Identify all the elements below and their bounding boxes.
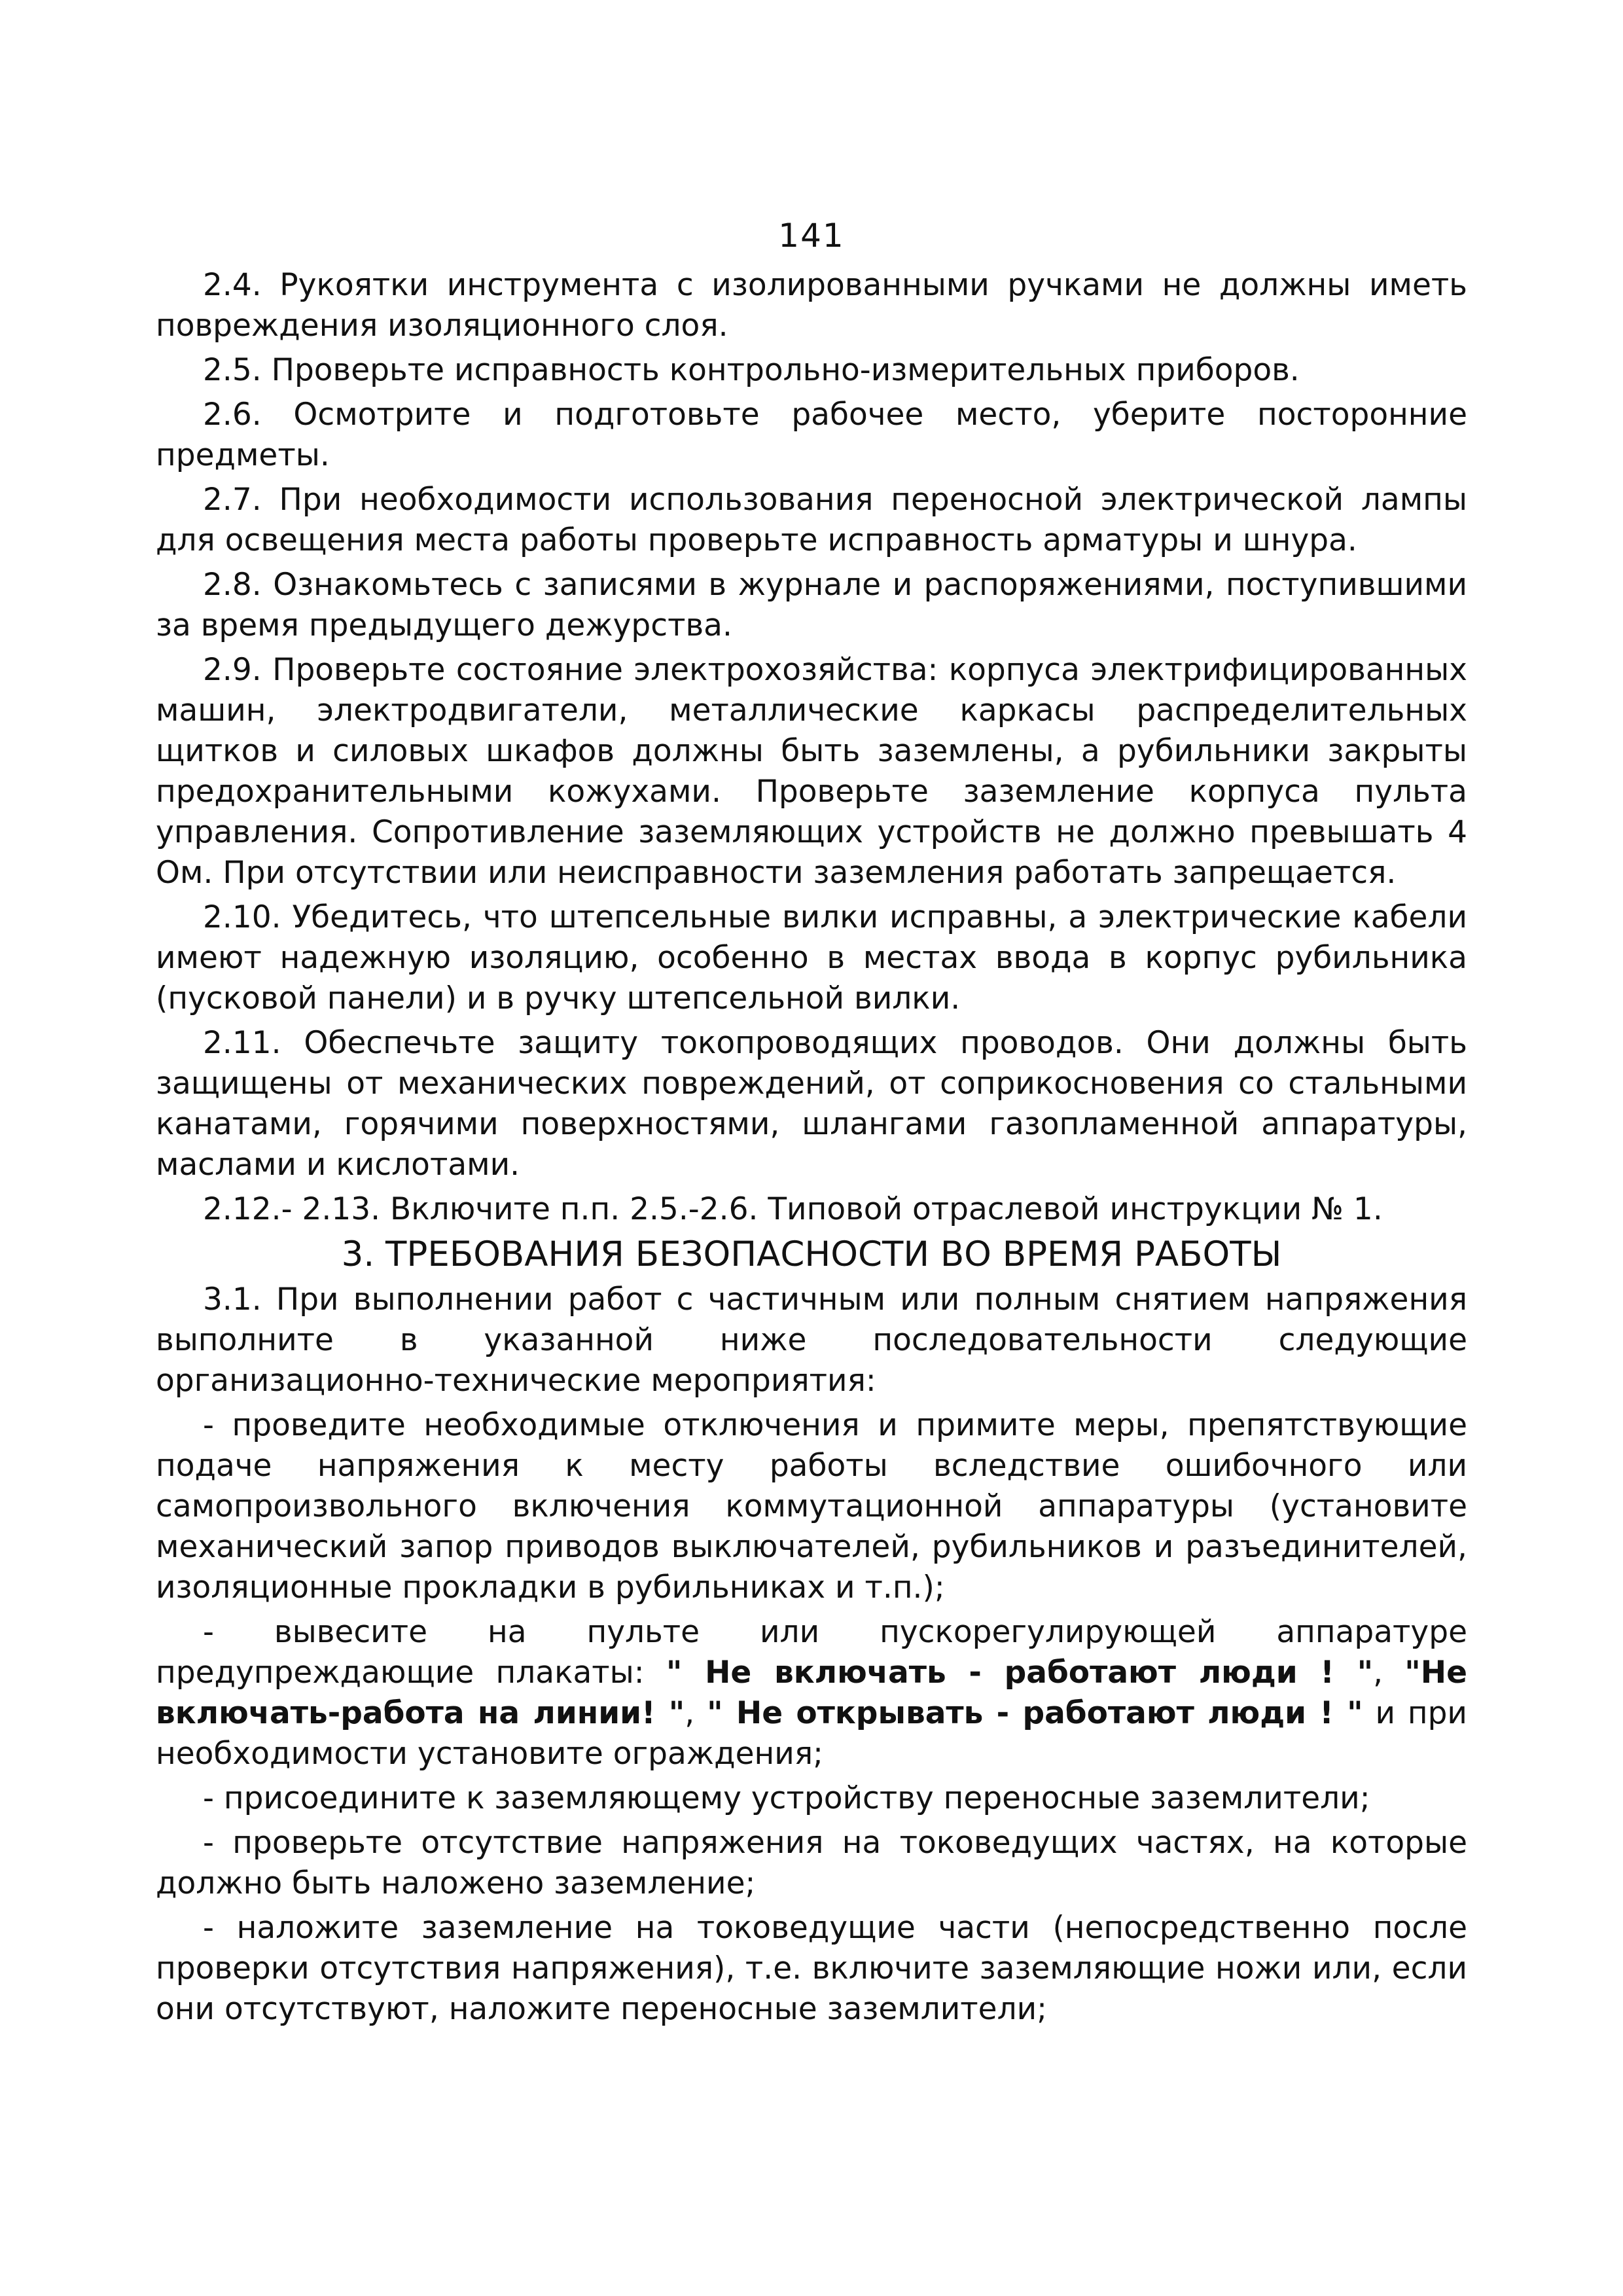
- warning-sign-1: " Не включать - работают люди ! ": [666, 1655, 1374, 1691]
- warning-sign-3: " Не открывать - работают люди ! ": [707, 1695, 1363, 1731]
- list-item-attach-grounding: - присоедините к заземляющему устройству переносные заземлители;: [203, 1780, 1370, 1816]
- paragraph-2-7: 2.7. При необходимости использования переносной электрической лампы для освещения места работы проверьте исправность арматуры и шнура.: [156, 482, 1467, 558]
- paragraph-2-8: 2.8. Ознакомьтесь с записями в журнале и распоряжениями, поступившими за время предыдущего дежурства.: [156, 567, 1467, 643]
- list-item-check-voltage: - проверьте отсутствие напряжения на токоведущих частях, на которые должно быть наложено заземление;: [156, 1825, 1467, 1901]
- warning-sign-2: "Не включать-работа на линии! ": [156, 1655, 1467, 1731]
- warning-signs-suffix: и при необходимости установите ограждения;: [156, 1695, 1467, 1772]
- paragraph-2-10: 2.10. Убедитесь, что штепсельные вилки исправны, а электрические кабели имеют надежную изоляцию, особенно в местах ввода в корпус рубильника (пусковой панели) и в ручку штепсельной вилки.: [156, 899, 1467, 1016]
- list-item-warning-signs: [156, 1612, 1467, 1774]
- paragraph-3-1: 3.1. При выполнении работ с частичным или полным снятием напряжения выполните в указанной ниже последовательности следующие организационно-технические мероприятия:: [156, 1282, 1467, 1399]
- paragraph-2-9: 2.9. Проверьте состояние электрохозяйства: корпуса электрифицированных машин, электродвигатели, металлические каркасы распределительных щитков и силовых шкафов должны быть заземлены, а рубильники закрыты предохранительными кожухами. Проверьте заземление корпуса пульта управления. Сопротивление заземляющих устройств не должно превышать 4 Ом. При отсутствии или неисправности заземления работать запрещается.: [156, 652, 1467, 891]
- document-body: [156, 265, 1467, 2034]
- paragraph-2-4: 2.4. Рукоятки инструмента с изолированными ручками не должны иметь повреждения изоляционного слоя.: [156, 267, 1467, 344]
- paragraph-2-5: 2.5. Проверьте исправность контрольно-измерительных приборов.: [203, 352, 1300, 388]
- section-3-title: 3. ТРЕБОВАНИЯ БЕЗОПАСНОСТИ ВО ВРЕМЯ РАБОТЫ: [341, 1234, 1282, 1274]
- list-item-disconnect: - проведите необходимые отключения и примите меры, препятствующие подаче напряжения к месту работы вследствие ошибочного или самопроизвольного включения коммутационной аппаратуры (установите механический запор приводов выключателей, рубильников и разъединителей, изоляционные прокладки в рубильниках и т.п.);: [156, 1407, 1467, 1605]
- paragraph-2-6: 2.6. Осмотрите и подготовьте рабочее место, уберите посторонние предметы.: [156, 397, 1467, 473]
- warning-sign-separator-2: ,: [685, 1695, 707, 1731]
- paragraph-2-11: 2.11. Обеспечьте защиту токопроводящих проводов. Они должны быть защищены от механических повреждений, от соприкосновения со стальными канатами, горячими поверхностями, шлангами газопламенной аппаратуры, маслами и кислотами.: [156, 1025, 1467, 1183]
- warning-signs-prefix: - вывесите на пульте или пускорегулирующей аппаратуре предупреждающие плакаты:: [156, 1614, 1467, 1691]
- page-number: 141: [778, 217, 845, 255]
- list-item-apply-grounding: - наложите заземление на токоведущие части (непосредственно после проверки отсутствия напряжения), т.е. включите заземляющие ножи или, если они отсутствуют, наложите переносные заземлители;: [156, 1910, 1467, 2027]
- warning-sign-separator-1: ,: [1373, 1655, 1405, 1691]
- paragraph-2-12-2-13: 2.12.- 2.13. Включите п.п. 2.5.-2.6. Типовой отраслевой инструкции № 1.: [203, 1191, 1383, 1227]
